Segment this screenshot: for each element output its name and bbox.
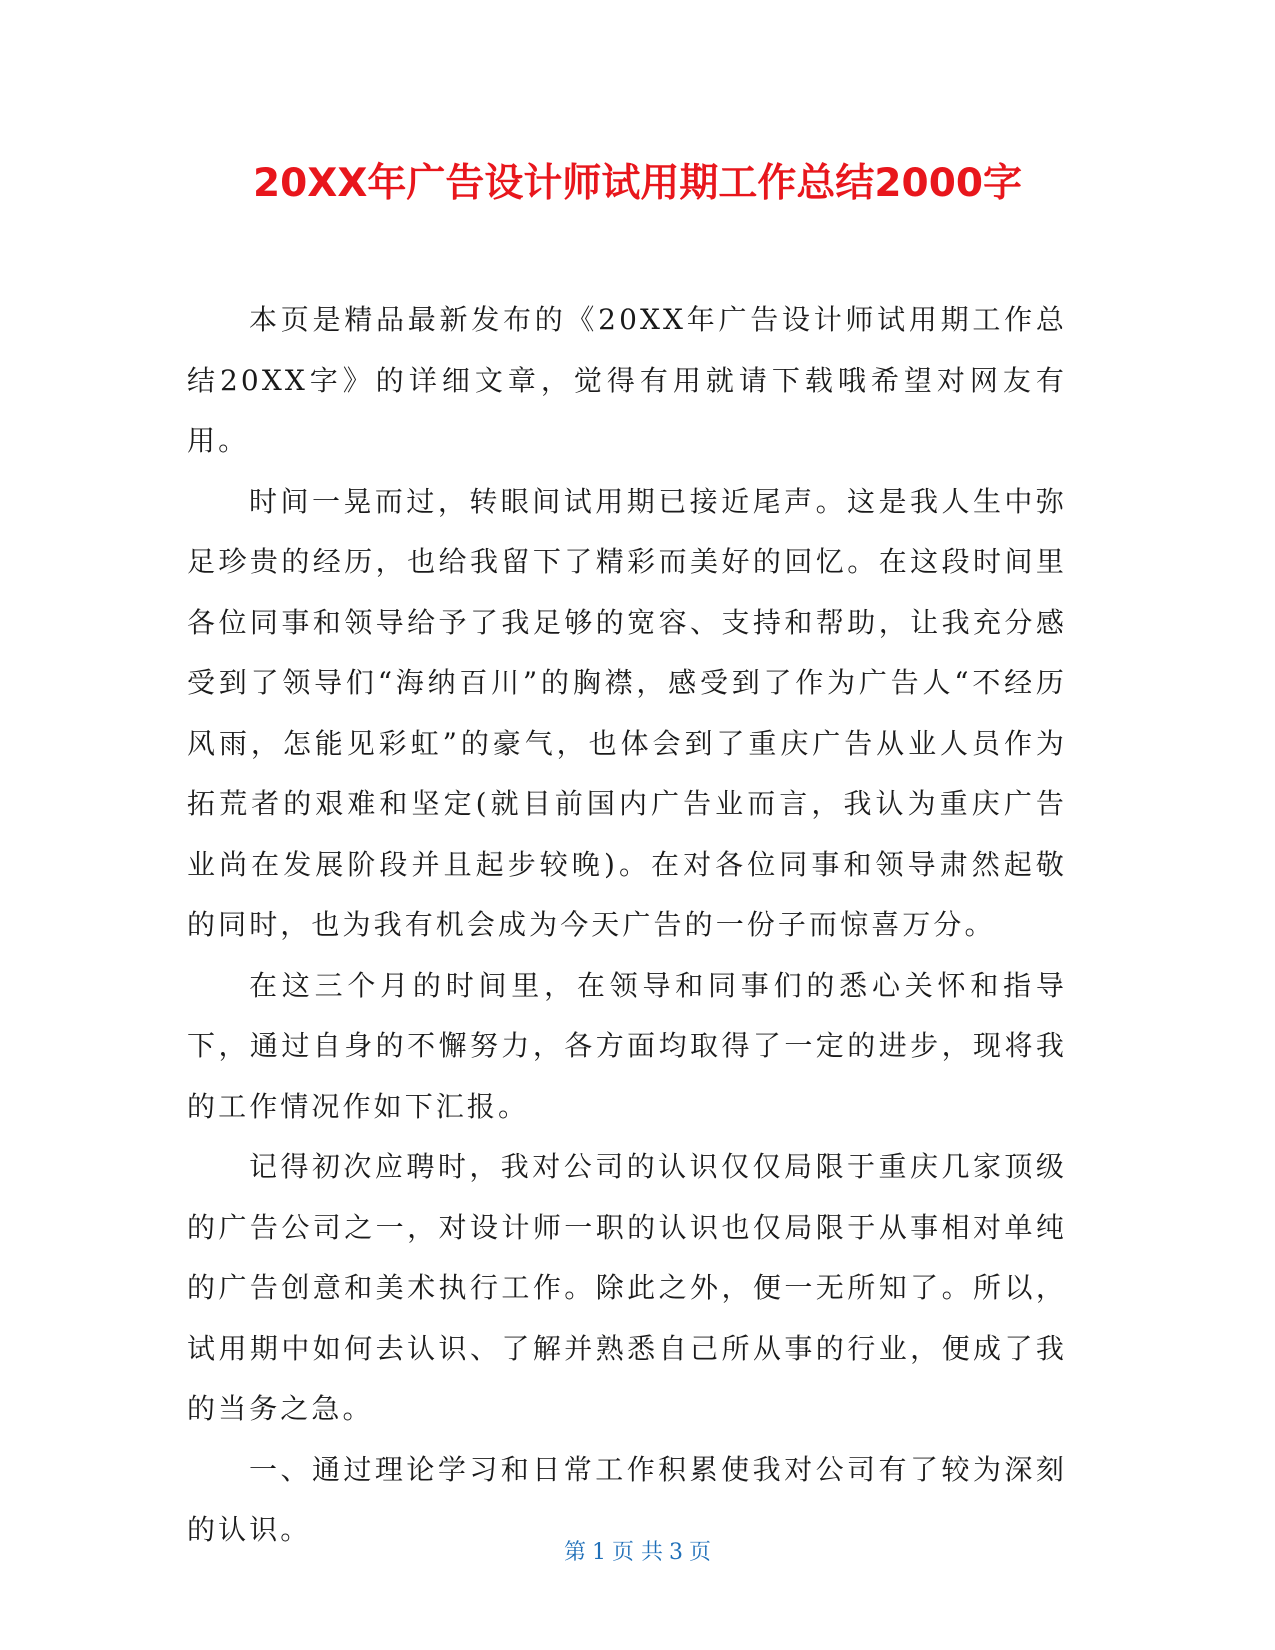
paragraph: 一、通过理论学习和日常工作积累使我对公司有了较为深刻的认识。 bbox=[187, 1452, 1067, 1546]
document-title: 20XX年广告设计师试用期工作总结2000字 bbox=[253, 161, 1022, 206]
paragraph: 时间一晃而过，转眼间试用期已接近尾声。这是我人生中弥足珍贵的经历，也给我留下了精彩而美好的回忆。在这段时间里各位同事和领导给予了我足够的宽容、支持和帮助，让我充分感受到了领导们“海纳百川”的胸襟，感受到了作为广告人“不经历风雨，怎能见彩虹”的豪气，也体会到了重庆广告从业人员作为拓荒者的艰难和坚定(就目前国内广告业而言，我认为重庆广告业尚在发展阶段并且起步较晚)。在对各位同事和领导肃然起敬的同时，也为我有机会成为今天广告的一份子而惊喜万分。 bbox=[187, 484, 1067, 941]
total-pages-number: 3 bbox=[669, 1540, 683, 1565]
paragraph: 在这三个月的时间里，在领导和同事们的悉心关怀和指导下，通过自身的不懈努力，各方面均取得了一定的进步，现将我的工作情况作如下汇报。 bbox=[187, 968, 1067, 1123]
page-label-mid: 页 共 bbox=[612, 1540, 663, 1565]
page-label-suffix: 页 bbox=[689, 1540, 712, 1565]
page-footer bbox=[0, 1538, 1275, 1568]
current-page-number: 1 bbox=[592, 1540, 606, 1565]
document-body bbox=[187, 290, 1067, 1561]
page-label-prefix: 第 bbox=[563, 1540, 586, 1565]
paragraph: 本页是精品最新发布的《20XX年广告设计师试用期工作总结20XX字》的详细文章，觉得有用就请下载哦希望对网友有用。 bbox=[187, 303, 1067, 457]
paragraph: 记得初次应聘时，我对公司的认识仅仅局限于重庆几家顶级的广告公司之一，对设计师一职的认识也仅局限于从事相对单纯的广告创意和美术执行工作。除此之外，便一无所知了。所以，试用期中如何去认识、了解并熟悉自己所从事的行业，便成了我的当务之急。 bbox=[187, 1150, 1067, 1425]
